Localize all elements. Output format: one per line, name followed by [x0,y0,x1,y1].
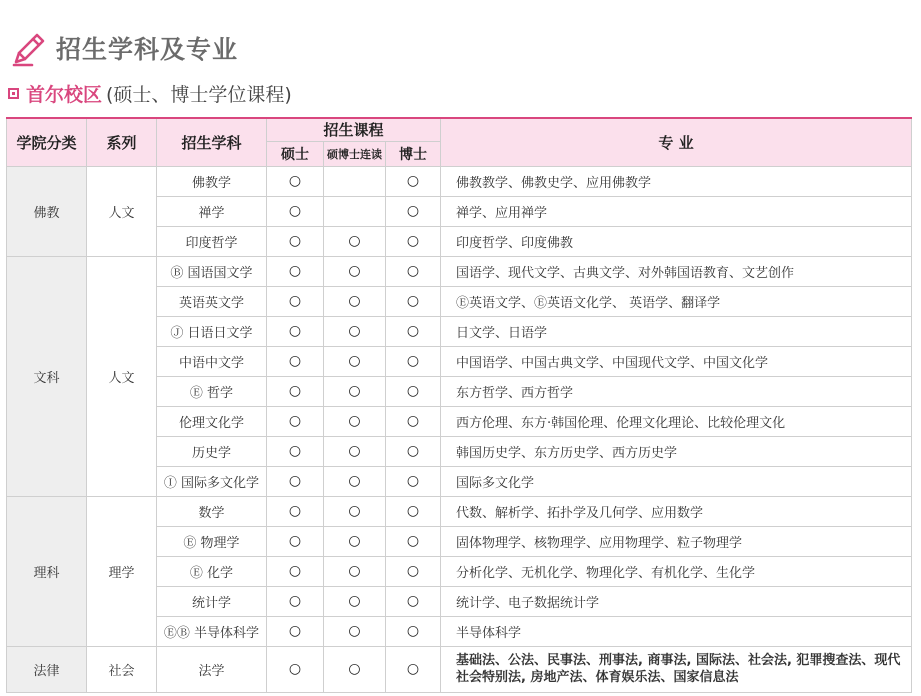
subject-cell: Ⓑ 国语国文学 [157,256,267,286]
series-cell: 人文 [87,166,157,256]
header-master: 硕士 [267,141,324,166]
combined-cell [324,196,386,226]
major-cell: 佛教教学、佛教史学、应用佛教学 [441,166,912,196]
subject-cell: 历史学 [157,436,267,466]
table-row [7,496,912,526]
master-cell: ○ [267,226,324,256]
subject-cell: Ⓔ 化学 [157,556,267,586]
subject-cell: 数学 [157,496,267,526]
major-cell: 基础法、公法、民事法、刑事法, 商事法, 国际法、社会法, 犯罪搜查法、现代社会特别法, 房地产法、体育娱乐法、国家信息法 [441,646,912,692]
doctor-cell: ○ [386,166,441,196]
master-cell: ○ [267,256,324,286]
page-header [10,26,238,70]
doctor-cell: ○ [386,586,441,616]
subject-cell: 统计学 [157,586,267,616]
master-cell: ○ [267,526,324,556]
combined-cell: ○ [324,646,386,692]
campus-name: 首尔校区 [26,83,103,106]
header-subject: 招生学科 [157,118,267,166]
master-cell: ○ [267,436,324,466]
header-major: 专 业 [441,118,912,166]
doctor-cell: ○ [386,496,441,526]
master-cell: ○ [267,166,324,196]
subject-cell: 法学 [157,646,267,692]
subject-cell: ⒺⒷ 半导体科学 [157,616,267,646]
master-cell: ○ [267,616,324,646]
major-cell: 国语学、现代文学、古典文学、对外韩国语教育、文艺创作 [441,256,912,286]
combined-cell: ○ [324,526,386,556]
doctor-cell: ○ [386,616,441,646]
table-row [7,646,912,692]
major-cell: 统计学、电子数据统计学 [441,586,912,616]
pencil-icon [10,28,50,68]
category-cell: 理科 [7,496,87,646]
combined-cell: ○ [324,346,386,376]
table-row [7,256,912,286]
doctor-cell: ○ [386,646,441,692]
subject-cell: 中语中文学 [157,346,267,376]
campus-note: (硕士、博士学位课程) [106,83,292,106]
doctor-cell: ○ [386,556,441,586]
programs-table [6,117,912,693]
major-cell: 韩国历史学、东方历史学、西方历史学 [441,436,912,466]
master-cell: ○ [267,496,324,526]
doctor-cell: ○ [386,466,441,496]
combined-cell: ○ [324,496,386,526]
combined-cell: ○ [324,466,386,496]
table-row [7,166,912,196]
subject-cell: 英语英文学 [157,286,267,316]
series-cell: 人文 [87,256,157,496]
subject-cell: 印度哲学 [157,226,267,256]
category-cell: 佛教 [7,166,87,256]
major-cell: Ⓔ英语文学、Ⓔ英语文化学、 英语学、翻译学 [441,286,912,316]
master-cell: ○ [267,556,324,586]
master-cell: ○ [267,196,324,226]
combined-cell: ○ [324,316,386,346]
header-series: 系列 [87,118,157,166]
major-cell: 西方伦理、东方·韩国伦理、伦理文化理论、比较伦理文化 [441,406,912,436]
subject-cell: 佛教学 [157,166,267,196]
combined-cell [324,166,386,196]
series-cell: 理学 [87,496,157,646]
combined-cell: ○ [324,436,386,466]
square-bullet-icon [8,88,19,99]
subject-cell: 伦理文化学 [157,406,267,436]
campus-heading [8,80,292,106]
combined-cell: ○ [324,376,386,406]
doctor-cell: ○ [386,346,441,376]
subject-cell: Ⓙ 日语日文学 [157,316,267,346]
doctor-cell: ○ [386,316,441,346]
combined-cell: ○ [324,616,386,646]
major-cell: 分析化学、无机化学、物理化学、有机化学、生化学 [441,556,912,586]
major-cell: 东方哲学、西方哲学 [441,376,912,406]
master-cell: ○ [267,316,324,346]
master-cell: ○ [267,406,324,436]
subject-cell: Ⓔ 物理学 [157,526,267,556]
header-courses: 招生课程 [267,118,441,141]
master-cell: ○ [267,286,324,316]
combined-cell: ○ [324,556,386,586]
doctor-cell: ○ [386,526,441,556]
major-cell: 国际多文化学 [441,466,912,496]
series-cell: 社会 [87,646,157,692]
header-doctor: 博士 [386,141,441,166]
doctor-cell: ○ [386,436,441,466]
doctor-cell: ○ [386,286,441,316]
master-cell: ○ [267,586,324,616]
category-cell: 法律 [7,646,87,692]
combined-cell: ○ [324,256,386,286]
master-cell: ○ [267,646,324,692]
combined-cell: ○ [324,226,386,256]
master-cell: ○ [267,346,324,376]
master-cell: ○ [267,466,324,496]
subject-cell: Ⓘ 国际多文化学 [157,466,267,496]
category-cell: 文科 [7,256,87,496]
combined-cell: ○ [324,406,386,436]
doctor-cell: ○ [386,256,441,286]
major-cell: 半导体科学 [441,616,912,646]
subject-cell: 禅学 [157,196,267,226]
doctor-cell: ○ [386,226,441,256]
major-cell: 日文学、日语学 [441,316,912,346]
major-cell: 固体物理学、核物理学、应用物理学、粒子物理学 [441,526,912,556]
major-cell: 中国语学、中国古典文学、中国现代文学、中国文化学 [441,346,912,376]
header-combined: 硕博士连读 [324,141,386,166]
doctor-cell: ○ [386,376,441,406]
subject-cell: Ⓔ 哲学 [157,376,267,406]
combined-cell: ○ [324,586,386,616]
doctor-cell: ○ [386,406,441,436]
combined-cell: ○ [324,286,386,316]
doctor-cell: ○ [386,196,441,226]
major-cell: 禅学、应用禅学 [441,196,912,226]
page-title: 招生学科及专业 [56,35,239,64]
major-cell: 印度哲学、印度佛教 [441,226,912,256]
master-cell: ○ [267,376,324,406]
major-cell: 代数、解析学、拓扑学及几何学、应用数学 [441,496,912,526]
header-category: 学院分类 [7,118,87,166]
